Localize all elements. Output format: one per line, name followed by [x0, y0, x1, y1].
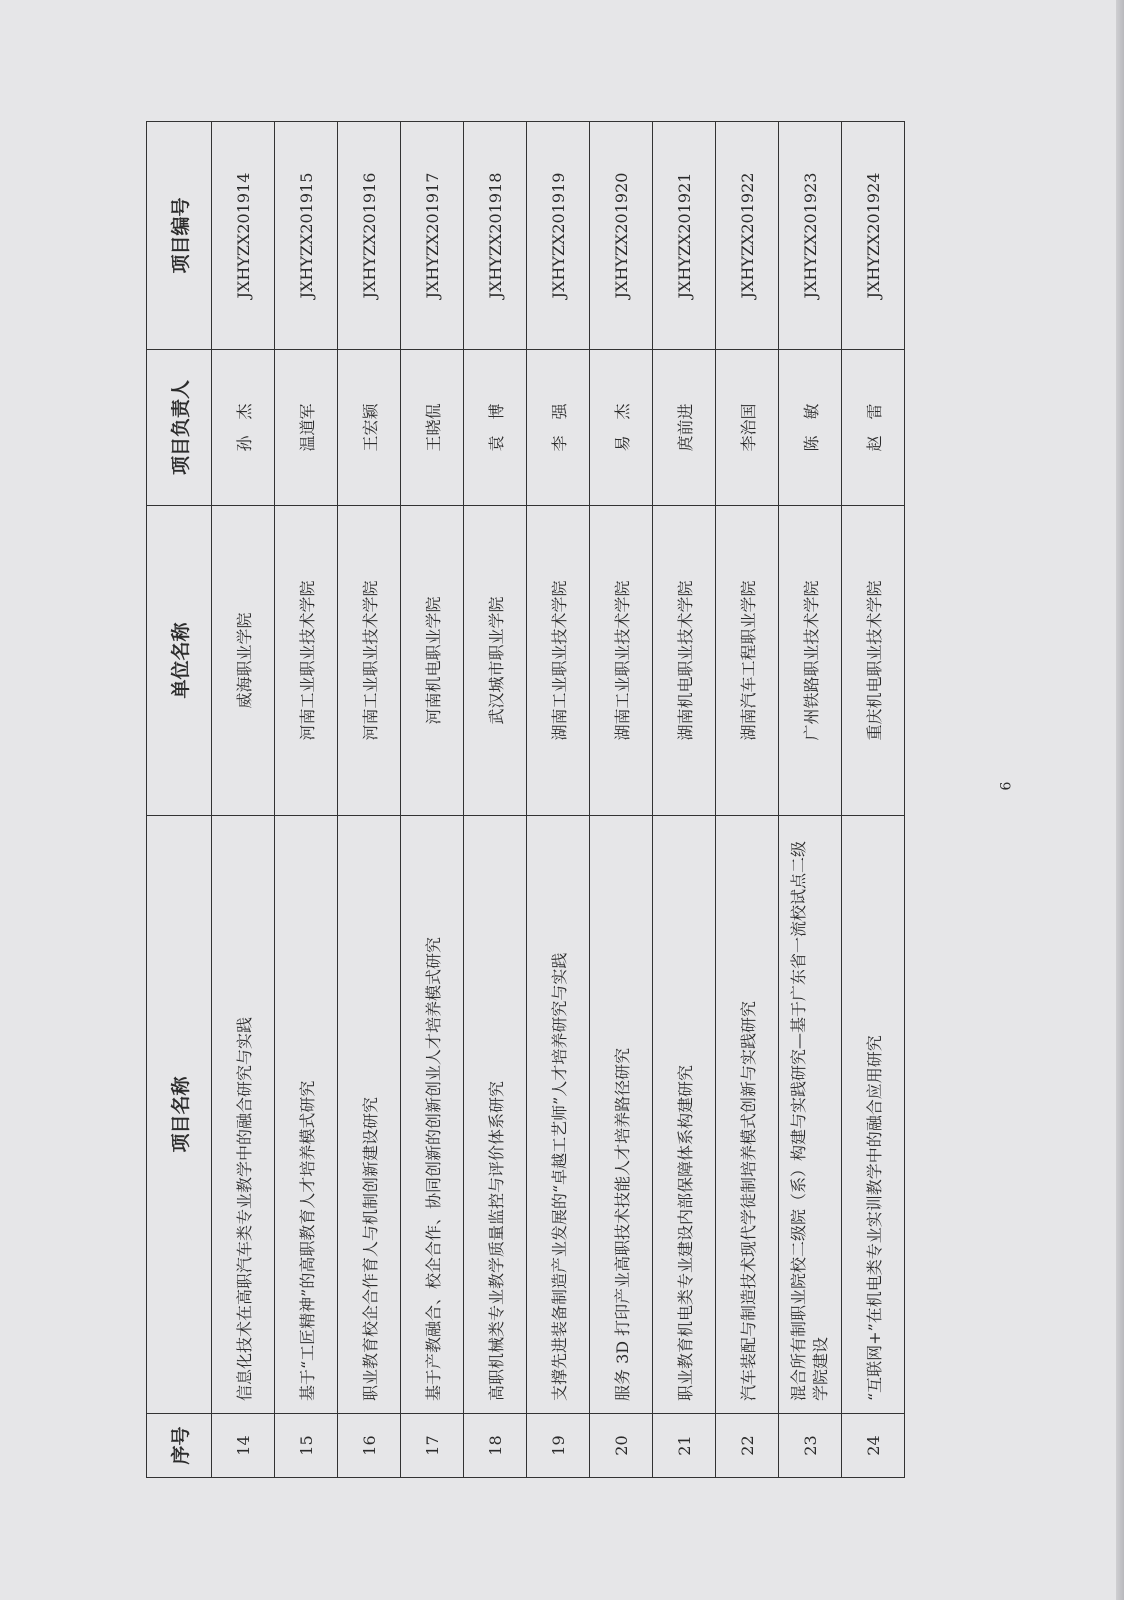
table-row	[401, 122, 464, 1478]
cell-project-name: 服务 3D 打印产业高职技术技能人才培养路径研究	[590, 816, 653, 1414]
cell-unit-name: 湖南工业职业技术学院	[590, 506, 653, 816]
cell-project-name: 高职机械类专业教学质量监控与评价体系研究	[464, 816, 527, 1414]
cell-seq: 17	[401, 1414, 464, 1478]
cell-project-no: JXHYZX201916	[338, 122, 401, 350]
cell-unit-name: 重庆机电职业技术学院	[842, 506, 905, 816]
cell-project-no: JXHYZX201920	[590, 122, 653, 350]
cell-seq: 21	[653, 1414, 716, 1478]
cell-leader: 袁 博	[464, 350, 527, 506]
header-seq: 序号	[147, 1414, 212, 1478]
header-project-name: 项目名称	[147, 816, 212, 1414]
cell-project-name: 职业教育校企合作育人与机制创新建设研究	[338, 816, 401, 1414]
cell-seq: 22	[716, 1414, 779, 1478]
cell-project-no: JXHYZX201924	[842, 122, 905, 350]
table-row	[779, 122, 842, 1478]
rotated-table-container	[146, 122, 916, 1478]
scan-edge	[1116, 0, 1124, 1600]
cell-unit-name: 湖南工业职业技术学院	[527, 506, 590, 816]
cell-seq: 15	[275, 1414, 338, 1478]
cell-leader: 孙 杰	[212, 350, 275, 506]
header-leader: 项目负责人	[147, 350, 212, 506]
cell-leader: 庹前进	[653, 350, 716, 506]
cell-project-name: 基于“工匠精神”的高职教育人才培养模式研究	[275, 816, 338, 1414]
cell-project-name: 信息化技术在高职汽车类专业教学中的融合研究与实践	[212, 816, 275, 1414]
cell-leader: 易 杰	[590, 350, 653, 506]
table-row	[275, 122, 338, 1478]
cell-project-no: JXHYZX201922	[716, 122, 779, 350]
table-row	[716, 122, 779, 1478]
cell-leader: 温道军	[275, 350, 338, 506]
project-table	[146, 121, 905, 1478]
table-row	[464, 122, 527, 1478]
cell-project-no: JXHYZX201917	[401, 122, 464, 350]
cell-project-no: JXHYZX201923	[779, 122, 842, 350]
cell-project-no: JXHYZX201914	[212, 122, 275, 350]
cell-project-no: JXHYZX201921	[653, 122, 716, 350]
cell-seq: 20	[590, 1414, 653, 1478]
cell-leader: 赵 雷	[842, 350, 905, 506]
table-row	[590, 122, 653, 1478]
table-row	[842, 122, 905, 1478]
table-row	[653, 122, 716, 1478]
table-row	[338, 122, 401, 1478]
cell-project-no: JXHYZX201915	[275, 122, 338, 350]
cell-seq: 18	[464, 1414, 527, 1478]
cell-project-name: 支撑先进装备制造产业发展的“卓越工艺师”人才培养研究与实践	[527, 816, 590, 1414]
cell-project-no: JXHYZX201919	[527, 122, 590, 350]
page-number: 6	[998, 781, 1015, 791]
cell-leader: 陈 敏	[779, 350, 842, 506]
cell-unit-name: 湖南机电职业技术学院	[653, 506, 716, 816]
cell-project-name: 汽车装配与制造技术现代学徒制培养模式创新与实践研究	[716, 816, 779, 1414]
cell-unit-name: 武汉城市职业学院	[464, 506, 527, 816]
cell-unit-name: 河南工业职业技术学院	[275, 506, 338, 816]
cell-seq: 24	[842, 1414, 905, 1478]
cell-unit-name: 河南工业职业技术学院	[338, 506, 401, 816]
cell-project-name: 基于产教融合、校企合作、协同创新的创新创业人才培养模式研究	[401, 816, 464, 1414]
table-row	[527, 122, 590, 1478]
cell-project-name: 职业教育机电类专业建设内部保障体系构建研究	[653, 816, 716, 1414]
cell-leader: 王晓侃	[401, 350, 464, 506]
cell-seq: 19	[527, 1414, 590, 1478]
cell-unit-name: 广州铁路职业技术学院	[779, 506, 842, 816]
cell-project-no: JXHYZX201918	[464, 122, 527, 350]
cell-project-name: “互联网+”在机电类专业实训教学中的融合应用研究	[842, 816, 905, 1414]
table-header-row	[147, 122, 212, 1478]
cell-project-name: 混合所有制职业院校二级院（系）构建与实践研究—基于广东省一流校试点二级学院建设	[779, 816, 842, 1414]
cell-seq: 23	[779, 1414, 842, 1478]
header-unit-name: 单位名称	[147, 506, 212, 816]
cell-seq: 16	[338, 1414, 401, 1478]
cell-leader: 李 强	[527, 350, 590, 506]
cell-unit-name: 河南机电职业学院	[401, 506, 464, 816]
cell-unit-name: 威海职业学院	[212, 506, 275, 816]
cell-unit-name: 湖南汽车工程职业学院	[716, 506, 779, 816]
table-row	[212, 122, 275, 1478]
cell-leader: 王宏颖	[338, 350, 401, 506]
cell-seq: 14	[212, 1414, 275, 1478]
cell-leader: 李治国	[716, 350, 779, 506]
header-project-no: 项目编号	[147, 122, 212, 350]
